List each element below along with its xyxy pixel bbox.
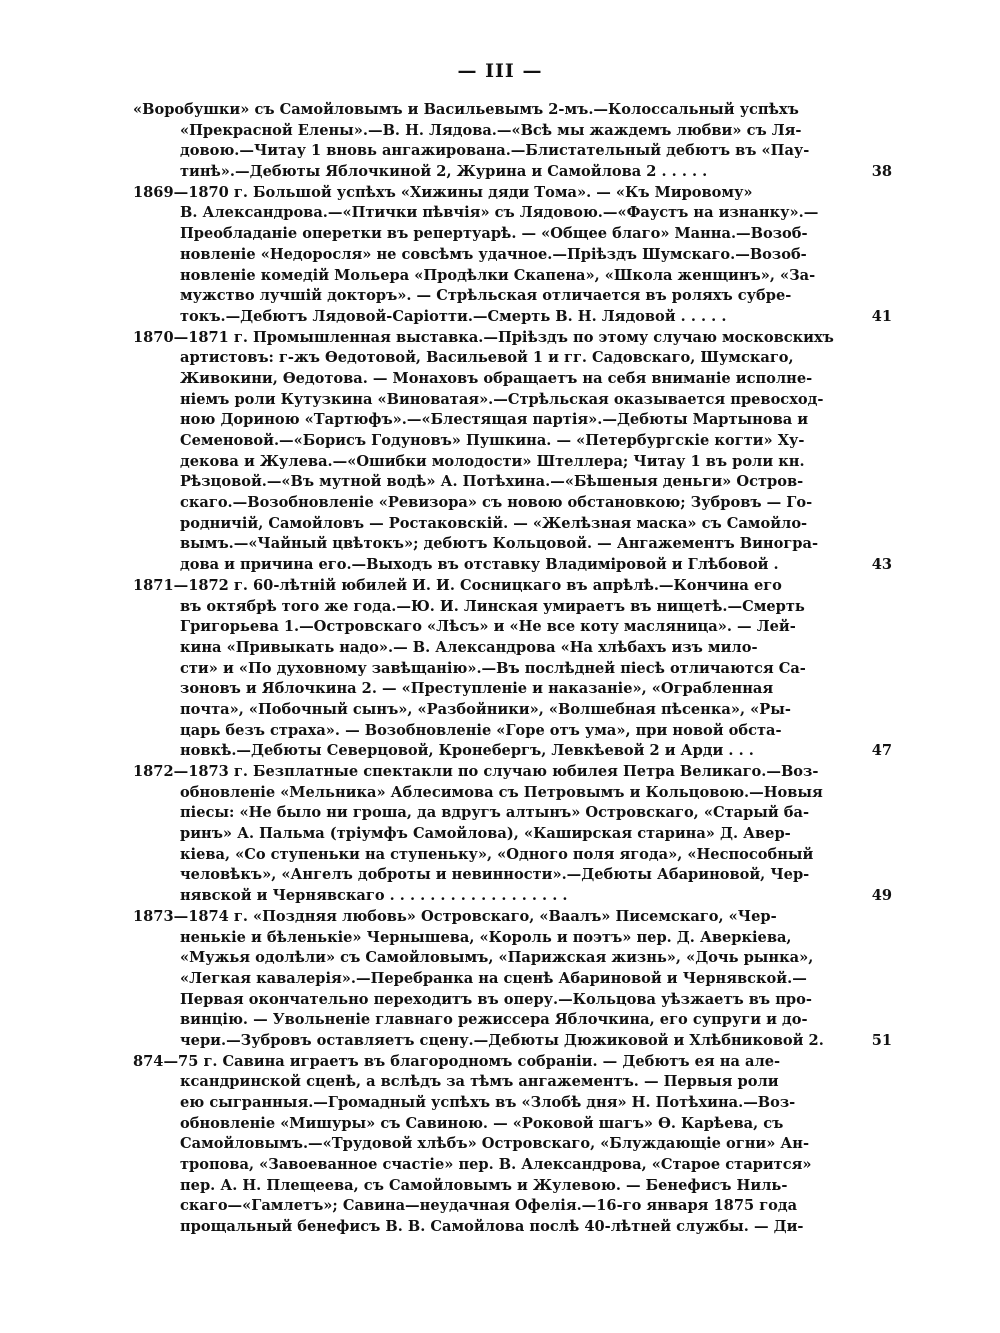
toc-entry-line: Живокини, Ѳедотова. — Монаховъ обращаетъ на себя вниманіе исполне-	[180, 369, 813, 387]
toc-entry-line: скаго—«Гамлетъ»; Савина—неудачная Офелія.—16-го января 1875 года	[180, 1197, 798, 1215]
toc-entry-line: мужство лучшій докторъ». — Стрѣльская отличается въ роляхъ субре-	[180, 287, 792, 305]
toc-entry-line: ринъ» А. Пальма (тріумфъ Самойлова), «Каширская старина» Д. Авер-	[180, 825, 791, 843]
toc-entry-line: ею сыгранныя.—Громадный успѣхъ въ «Злобѣ дня» Н. Потѣхина.—Воз-	[180, 1094, 796, 1111]
toc-entry-line: тропова, «Завоеванное счастіе» пер. В. Александрова, «Старое старится»	[180, 1156, 812, 1174]
toc-page-number: 43	[871, 556, 892, 574]
toc-entry-line: Рѣзцовой.—«Въ мутной водѣ» А. Потѣхина.—«Бѣшеныя деньги» Остров-	[180, 473, 804, 491]
toc-entry-line: царь безъ страха». — Возобновленіе «Горе отъ ума», при новой обста-	[180, 721, 782, 739]
toc-entry-heading-line: 1873—1874 г. «Поздняя любовь» Островскаго, «Ваалъ» Писемскаго, «Чер-	[133, 907, 777, 925]
page-header: — III —	[457, 60, 543, 82]
toc-entry-line: кина «Привыкать надо».— В. Александрова «На хлѣбахъ изъ мило-	[180, 638, 758, 656]
toc-page-number: 41	[871, 307, 892, 325]
toc-entry-line: въ октябрѣ того же года.—Ю. И. Линская умираетъ въ нищетѣ.—Смерть	[180, 597, 805, 615]
toc-entry-heading-line: 1871—1872 г. 60-лѣтній юбилей И. И. Сосницкаго въ апрѣлѣ.—Кончина его	[133, 576, 782, 594]
toc-entry-line: нявской и Чернявскаго . . . . . . . . . . . . . . . . . .	[180, 887, 568, 905]
toc-entry	[0, 100, 1000, 183]
toc-entry-line: «Мужья одолѣли» съ Самойловымъ, «Парижская жизнь», «Дочь рынка»,	[180, 949, 814, 967]
toc-entry-heading-line: «Воробушки» съ Самойловымъ и Васильевымъ 2-мъ.—Колоссальный успѣхъ	[133, 101, 799, 118]
toc-entry-line: чери.—Зубровъ оставляетъ сцену.—Дебюты Дюжиковой и Хлѣбниковой 2.	[180, 1031, 824, 1049]
toc-entry	[0, 762, 1000, 907]
toc-entry-line: обновленіе «Мельника» Аблесимова съ Петровымъ и Кольцовою.—Новыя	[180, 783, 823, 801]
toc-entry-line: ненькіе и бѣленькіе» Чернышева, «Король и поэтъ» пер. Д. Аверкіева,	[180, 928, 792, 946]
toc-entry-line: почта», «Побочный сынъ», «Разбойники», «Волшебная пѣсенка», «Ры-	[180, 700, 791, 718]
toc-entry-line: пер. А. Н. Плещеева, съ Самойловымъ и Жулевою. — Бенефисъ Ниль-	[180, 1176, 788, 1194]
toc-entry-line: Первая окончательно переходитъ въ оперу.—Кольцова уѣзжаетъ въ про-	[180, 990, 812, 1008]
toc-entry-line: В. Александрова.—«Птички пѣвчія» съ Лядовою.—«Фаустъ на изнанку».—	[180, 204, 819, 222]
toc-entry-line: Самойловымъ.—«Трудовой хлѣбъ» Островскаго, «Блуждающіе огни» Ан-	[180, 1135, 810, 1153]
toc-entry-line: Преобладаніе оперетки въ репертуарѣ. — «Общее благо» Манна.—Возоб-	[180, 225, 808, 243]
toc-entry-line: Семеновой.—«Борисъ Годуновъ» Пушкина. — «Петербургскіе когти» Ху-	[180, 432, 805, 449]
toc-entry-line: довою.—Читау 1 вновь ангажирована.—Блистательный дебютъ въ «Пау-	[180, 142, 810, 160]
toc-entry-line: новленіе «Недоросля» не совсѣмъ удачное.—Пріѣздъ Шумскаго.—Возоб-	[180, 245, 807, 263]
toc-entry-line: винцію. — Увольненіе главнаго режиссера Яблочкина, его супруги и до-	[180, 1011, 808, 1029]
toc-entry-heading-line: 874—75 г. Савина играетъ въ благородномъ собраніи. — Дебютъ ея на але-	[133, 1052, 781, 1070]
toc-entry-line: тинѣ».—Дебюты Яблочкиной 2, Журина и Самойлова 2 . . . . .	[180, 163, 708, 181]
toc-entry-line: человѣкъ», «Ангелъ доброты и невинности».—Дебюты Абариновой, Чер-	[180, 866, 810, 884]
toc-entry-line: скаго.—Возобновленіе «Ревизора» съ новою обстановкою; Зубровъ — Го-	[180, 494, 813, 512]
toc-entry-line: новкѣ.—Дебюты Северцовой, Кронебергъ, Левкѣевой 2 и Арди . . .	[180, 742, 754, 760]
toc-page-number: 51	[871, 1032, 892, 1049]
toc-entry-line: артистовъ: г-жъ Ѳедотовой, Васильевой 1 и гг. Садовскаго, Шумскаго,	[180, 349, 794, 367]
toc-entry-line: токъ.—Дебютъ Лядовой-Саріотти.—Смерть В. Н. Лядовой . . . . .	[180, 307, 727, 325]
toc-entry	[0, 183, 1000, 328]
toc-entry-line: піесы: «Не было ни гроша, да вдругъ алтынъ» Островскаго, «Старый ба-	[180, 804, 810, 822]
toc-entry-heading-line: 1872—1873 г. Безплатные спектакли по случаю юбилея Петра Великаго.—Воз-	[133, 763, 819, 780]
toc-entry	[0, 907, 1000, 1052]
toc-entry-line: «Прекрасной Елены».—В. Н. Лядова.—«Всѣ мы жаждемъ любви» съ Ля-	[180, 121, 802, 139]
toc-entry	[0, 1052, 1000, 1238]
toc-entry-line: Григорьева 1.—Островскаго «Лѣсъ» и «Не все коту масляница». — Лей-	[180, 618, 796, 636]
toc-entry-line: прощальный бенефисъ В. В. Самойлова послѣ 40-лѣтней службы. — Ди-	[180, 1218, 804, 1236]
toc-entry-line: кіева, «Со ступеньки на ступеньку», «Одного поля ягода», «Неспособный	[180, 845, 814, 863]
toc-entry	[0, 576, 1000, 762]
table-of-contents	[0, 100, 1000, 1238]
toc-entry-line: родничій, Самойловъ — Ростаковскій. — «Желѣзная маска» съ Самойло-	[180, 514, 808, 532]
toc-entry-heading-line: 1870—1871 г. Промышленная выставка.—Пріѣздъ по этому случаю московскихъ	[133, 328, 834, 346]
toc-entry-line: ксандринской сценѣ, а вслѣдъ за тѣмъ ангажементъ. — Первыя роли	[180, 1073, 779, 1091]
toc-entry-line: обновленіе «Мишуры» съ Савиною. — «Роковой шагъ» Ѳ. Карѣева, съ	[180, 1114, 784, 1132]
toc-entry-heading-line: 1869—1870 г. Большой успѣхъ «Хижины дяди Тома». — «Къ Мировому»	[133, 183, 753, 201]
toc-page-number: 47	[871, 742, 892, 760]
toc-entry	[0, 328, 1000, 576]
toc-entry-line: новленіе комедій Мольера «Продѣлки Скапена», «Школа женщинъ», «За-	[180, 266, 816, 284]
toc-entry-line: сти» и «По духовному завѣщанію».—Въ послѣдней піесѣ отличаются Са-	[180, 659, 806, 677]
toc-entry-line: декова и Жулева.—«Ошибки молодости» Штеллера; Читау 1 въ роли кн.	[180, 452, 805, 470]
toc-page-number: 49	[871, 887, 892, 905]
toc-page-number: 38	[871, 163, 892, 181]
toc-entry-line: ніемъ роли Кутузкина «Виноватая».—Стрѣльская оказывается превосход-	[180, 390, 824, 408]
toc-entry-line: «Легкая кавалерія».—Перебранка на сценѣ Абариновой и Чернявской.—	[180, 969, 807, 987]
toc-entry-line: вымъ.—«Чайный цвѣтокъ»; дебютъ Кольцовой. — Ангажементъ Виногра-	[180, 535, 819, 553]
toc-entry-line: дова и причина его.—Выходъ въ отставку Владиміровой и Глѣбовой .	[180, 556, 779, 574]
toc-entry-line: зоновъ и Яблочкина 2. — «Преступленіе и наказаніе», «Ограбленная	[180, 680, 774, 698]
toc-entry-line: ною Дориною «Тартюфъ».—«Блестящая партія».—Дебюты Мартынова и	[180, 411, 809, 429]
